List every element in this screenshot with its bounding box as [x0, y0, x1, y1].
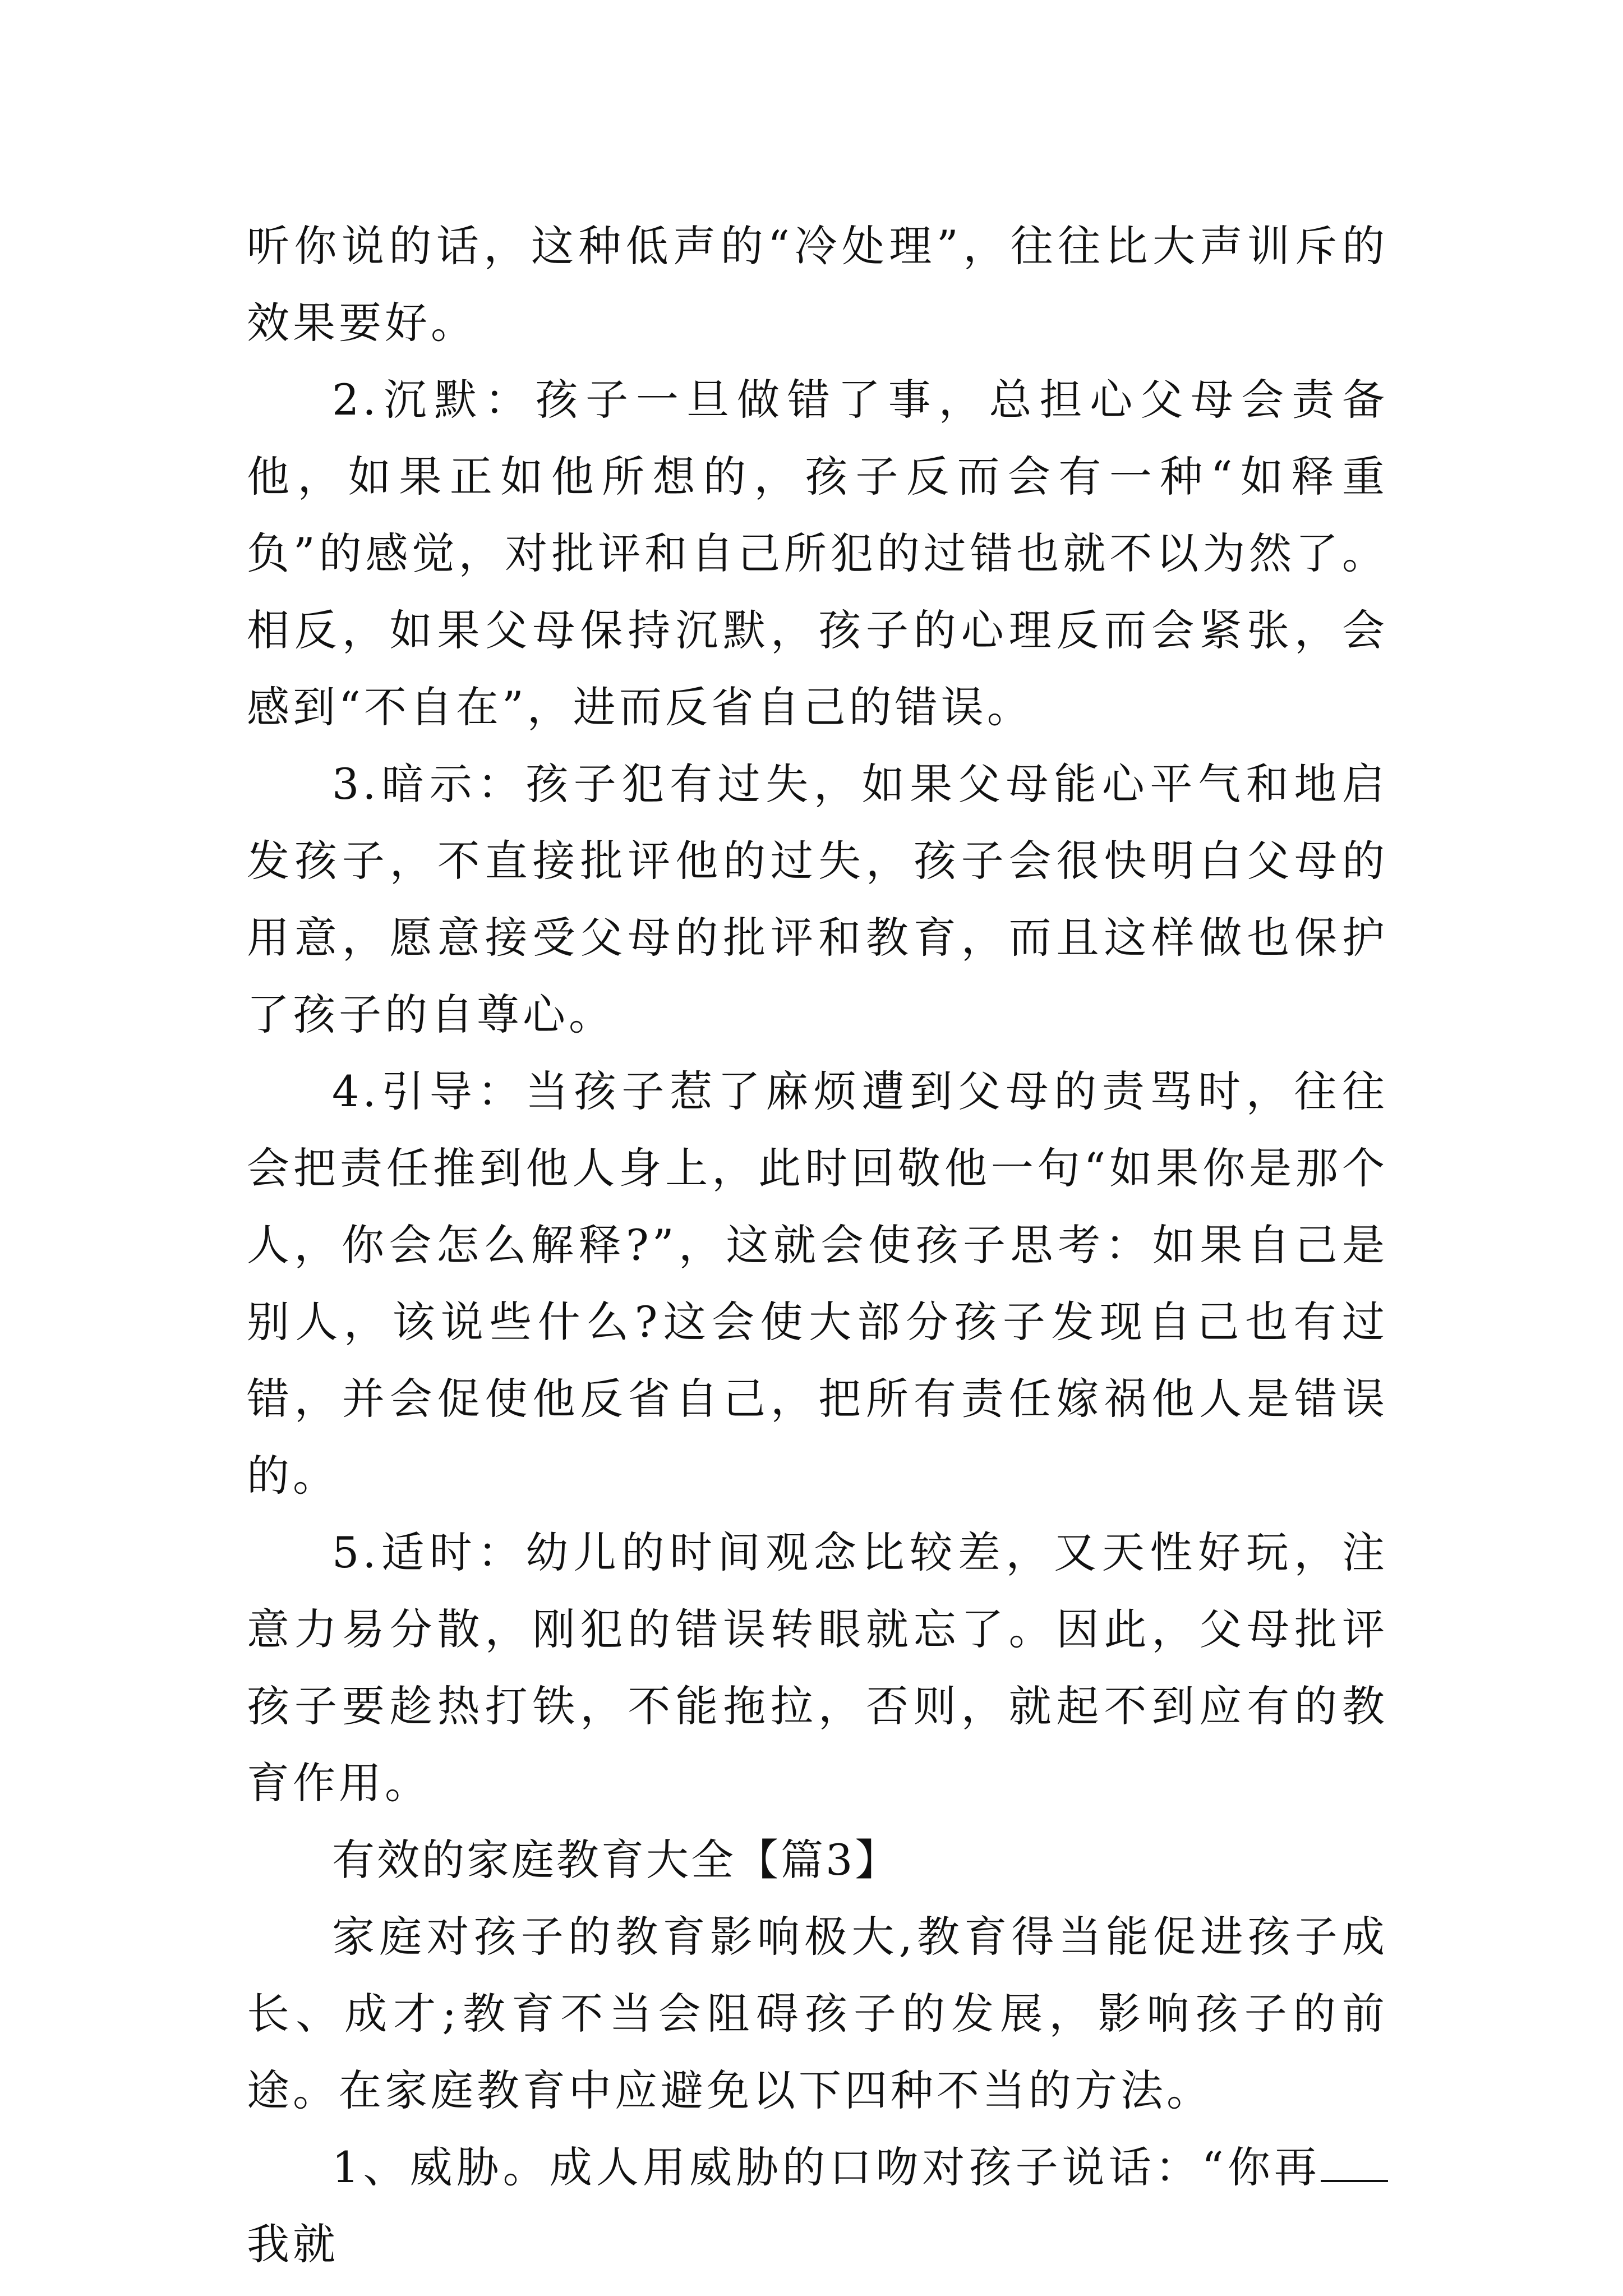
threat-text-start: 1、威胁。成人用威胁的口吻对孩子说话：“你再 [332, 2142, 1321, 2192]
paragraph-threat [247, 2129, 1388, 2283]
fill-blank [1321, 2146, 1388, 2182]
section-heading: 有效的家庭教育大全【篇3】 [332, 1835, 900, 1885]
paragraph-family-intro: 家庭对孩子的教育影响极大,教育得当能促进孩子成长、成才;教育不当会阻碍孩子的发展，影响孩子的前途。在家庭教育中应避免以下四种不当的方法。 [247, 1912, 1388, 2115]
paragraph-guide: 4.引导：当孩子惹了麻烦遭到父母的责骂时，往往会把责任推到他人身上，此时回敬他一句“如果你是那个人，你会怎么解释?”，这就会使孩子思考：如果自己是别人，该说些什么?这会使大部分孩子发现自己也有过错，并会促使他反省自己，把所有责任嫁祸他人是错误的。 [247, 1066, 1388, 1501]
paragraph-continuation: 听你说的话，这种低声的“冷处理”，往往比大声训斥的效果要好。 [247, 221, 1388, 348]
paragraph-timely: 5.适时：幼儿的时间观念比较差，又天性好玩，注意力易分散，刚犯的错误转眼就忘了。因此，父母批评孩子要趁热打铁，不能拖拉，否则，就起不到应有的教育作用。 [247, 1527, 1388, 1808]
paragraph-silence: 2.沉默：孩子一旦做错了事，总担心父母会责备他，如果正如他所想的，孩子反而会有一种“如释重负”的感觉，对批评和自己所犯的过错也就不以为然了。相反，如果父母保持沉默，孩子的心理反而会紧张，会感到“不自在”，进而反省自己的错误。 [247, 375, 1388, 732]
paragraph-hint: 3.暗示：孩子犯有过失，如果父母能心平气和地启发孩子，不直接批评他的过失，孩子会很快明白父母的用意，愿意接受父母的批评和教育，而且这样做也保护了孩子的自尊心。 [247, 759, 1388, 1039]
document-body [247, 208, 1388, 2283]
threat-text-end: 我就 [247, 2219, 339, 2269]
